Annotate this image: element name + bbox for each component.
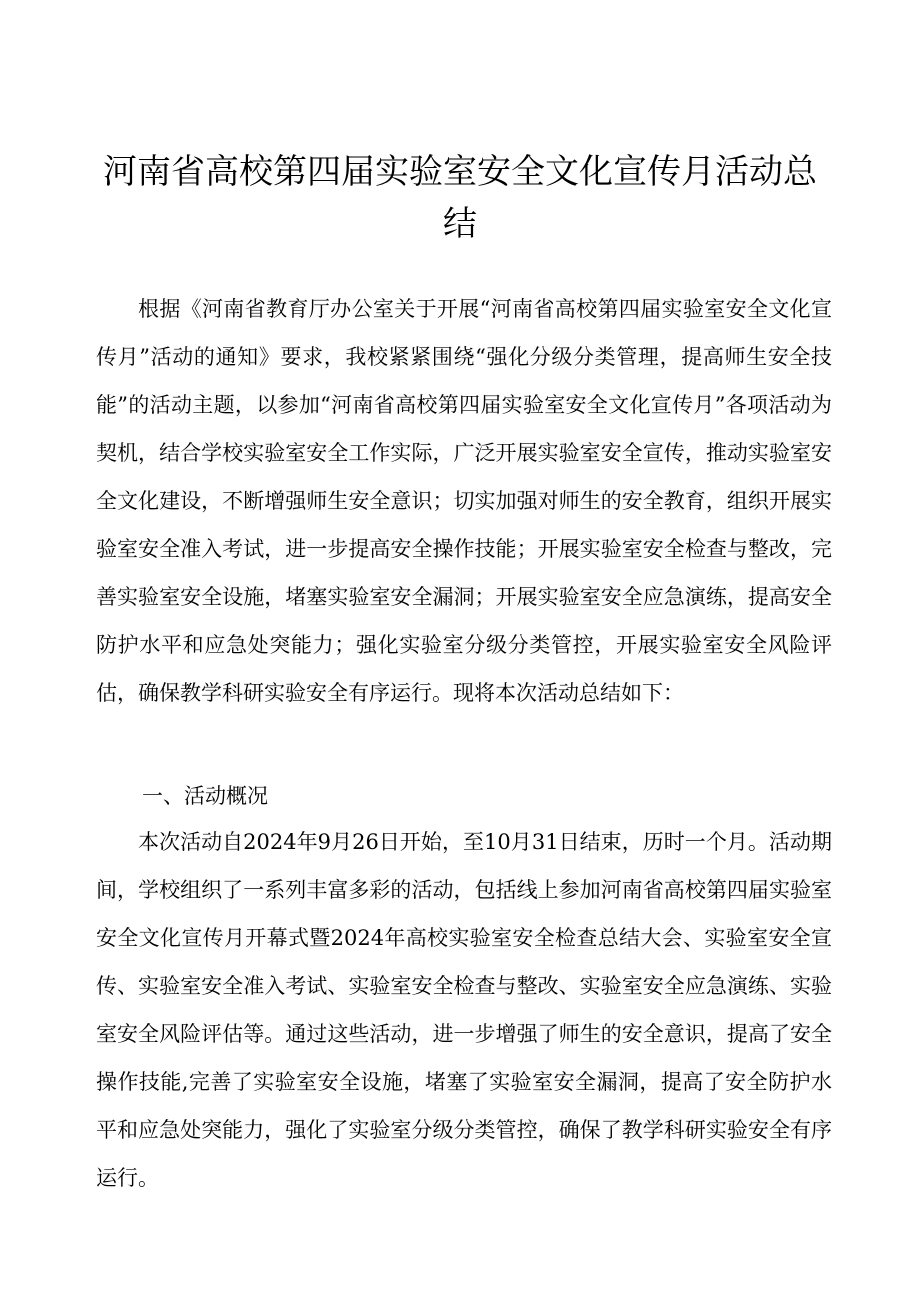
overview-paragraph: 本次活动自2024年9月26日开始，至10月31日结束，历时一个月。活动期间，学校组织了一系列丰富多彩的活动，包括线上参加河南省高校第四届实验室安全文化宣传月开幕式暨2024年高校实验室安全检查总结大会、实验室安全宣传、实验室安全准入考试、实验室安全检查与整改、实验室安全应急演练、实验室安全风险评估等。通过这些活动，进一步增强了师生的安全意识，提高了安全操作技能,完善了实验室安全设施，堵塞了实验室安全漏洞，提高了安全防护水平和应急处突能力，强化了实验室分级分类管控，确保了教学科研实验安全有序运行。	[96, 830, 832, 1190]
document-title: 河南省高校第四届实验室安全文化宣传月活动总结	[103, 152, 817, 244]
intro-paragraph: 根据《河南省教育厅办公室关于开展“河南省高校第四届实验室安全文化宣传月”活动的通知》要求，我校紧紧围绕“强化分级分类管理，提高师生安全技能”的活动主题，以参加“河南省高校第四届实验室安全文化宣传月”各项活动为契机，结合学校实验室安全工作实际，广泛开展实验室安全宣传，推动实验室安全文化建设，不断增强师生安全意识；切实加强对师生的安全教育，组织开展实验室安全准入考试，进一步提高安全操作技能；开展实验室安全检查与整改，完善实验室安全设施，堵塞实验室安全漏洞；开展实验室安全应急演练，提高安全防护水平和应急处突能力；强化实验室分级分类管控，开展实验室安全风险评估，确保教学科研实验安全有序运行。现将本次活动总结如下：	[96, 297, 832, 705]
section-heading-overview: 一、活动概况	[142, 784, 268, 808]
